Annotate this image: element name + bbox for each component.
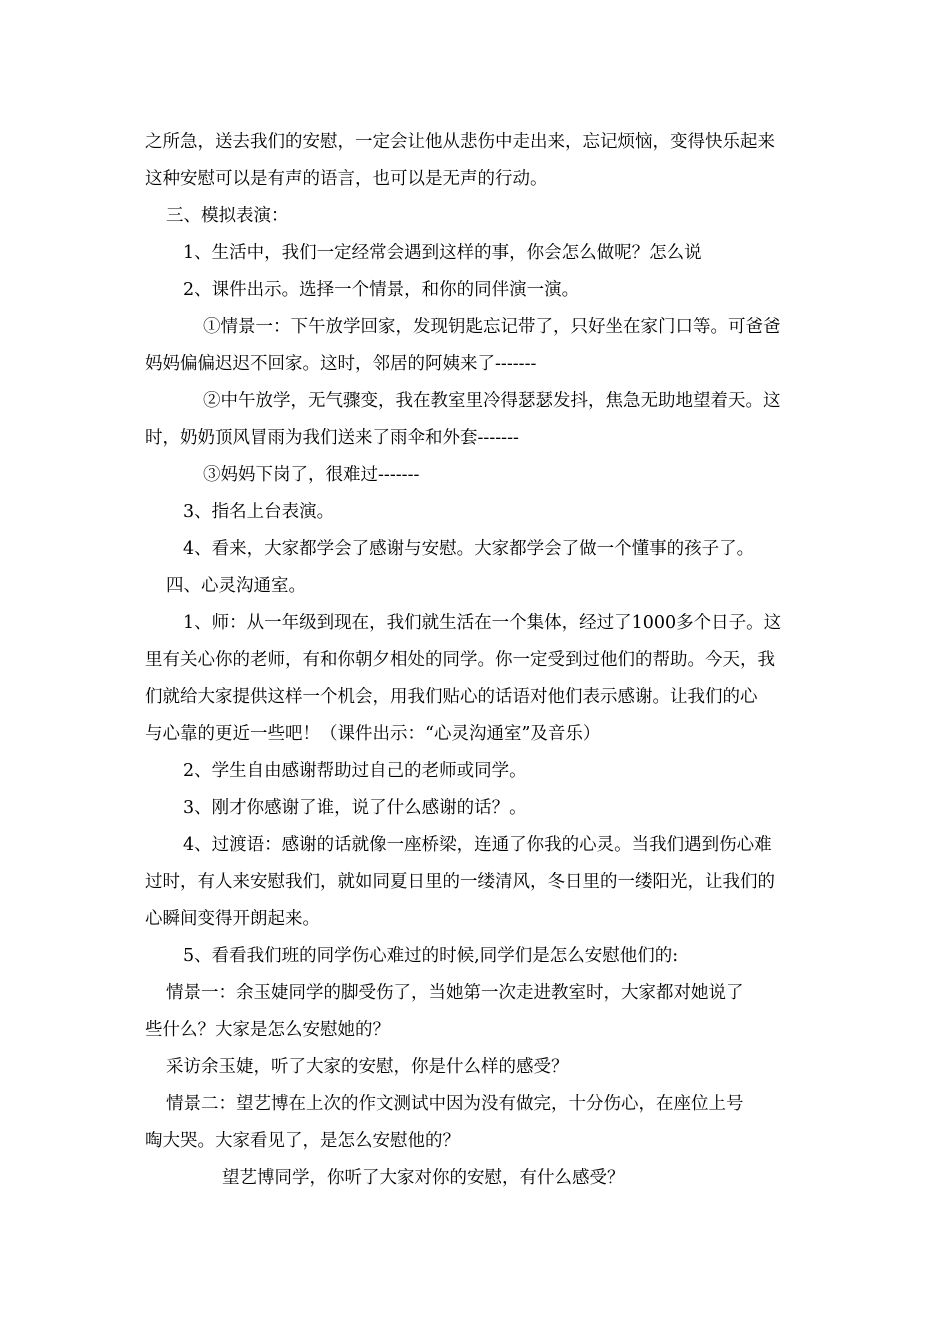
text-line: 这种安慰可以是有声的语言，也可以是无声的行动。 — [145, 169, 548, 189]
text-line: 啕大哭。大家看见了，是怎么安慰他的？ — [145, 1131, 460, 1151]
text-line: 3、指名上台表演。 — [183, 502, 335, 522]
text-line: 之所急，送去我们的安慰，一定会让他从悲伤中走出来，忘记烦恼，变得快乐起来 — [145, 132, 775, 152]
text-line: ②中午放学，无气骤变，我在教室里冷得瑟瑟发抖，焦急无助地望着天。这 — [203, 391, 781, 411]
text-line: 4、看来，大家都学会了感谢与安慰。大家都学会了做一个懂事的孩子了。 — [183, 539, 755, 559]
text-line: 们就给大家提供这样一个机会，用我们贴心的话语对他们表示感谢。让我们的心 — [145, 687, 758, 707]
section-heading: 四、心灵沟通室。 — [166, 576, 306, 596]
text-line: 2、学生自由感谢帮助过自己的老师或同学。 — [183, 761, 527, 781]
text-line: 时，奶奶顶风冒雨为我们送来了雨伞和外套------- — [145, 428, 519, 448]
text-line: ①情景一：下午放学回家，发现钥匙忘记带了，只好坐在家门口等。可爸爸 — [203, 317, 781, 337]
text-line: 4、过渡语：感谢的话就像一座桥梁，连通了你我的心灵。当我们遇到伤心难 — [183, 835, 772, 855]
text-line: 与心靠的更近一些吧！（课件出示：“心灵沟通室”及音乐） — [145, 724, 601, 744]
text-line: 望艺博同学，你听了大家对你的安慰，有什么感受？ — [222, 1168, 625, 1188]
text-line: 1、师：从一年级到现在，我们就生活在一个集体，经过了1000多个日子。这 — [183, 613, 782, 633]
text-line: 妈妈偏偏迟迟不回家。这时，邻居的阿姨来了------- — [145, 354, 537, 374]
text-line: 2、课件出示。选择一个情景，和你的同伴演一演。 — [183, 280, 580, 300]
text-line: 里有关心你的老师，有和你朝夕相处的同学。你一定受到过他们的帮助。今天，我 — [145, 650, 775, 670]
text-line: 过时，有人来安慰我们，就如同夏日里的一缕清风，冬日里的一缕阳光，让我们的 — [145, 872, 775, 892]
text-line: 情景二：望艺博在上次的作文测试中因为没有做完，十分伤心，在座位上号 — [166, 1094, 744, 1114]
text-line: 情景一：余玉婕同学的脚受伤了，当她第一次走进教室时，大家都对她说了 — [166, 983, 744, 1003]
section-heading: 三、模拟表演： — [166, 206, 289, 226]
document-body — [145, 124, 810, 1197]
text-line: 3、刚才你感谢了谁，说了什么感谢的话？。 — [183, 798, 527, 818]
text-line: ③妈妈下岗了，很难过------- — [203, 465, 420, 485]
text-line: 5、看看我们班的同学伤心难过的时候,同学们是怎么安慰他们的: — [183, 946, 679, 966]
text-line: 1、生活中，我们一定经常会遇到这样的事，你会怎么做呢？怎么说 — [183, 243, 702, 263]
text-line: 些什么？大家是怎么安慰她的？ — [145, 1020, 390, 1040]
text-line: 采访余玉婕，听了大家的安慰，你是什么样的感受？ — [166, 1057, 569, 1077]
text-line: 心瞬间变得开朗起来。 — [145, 909, 320, 929]
